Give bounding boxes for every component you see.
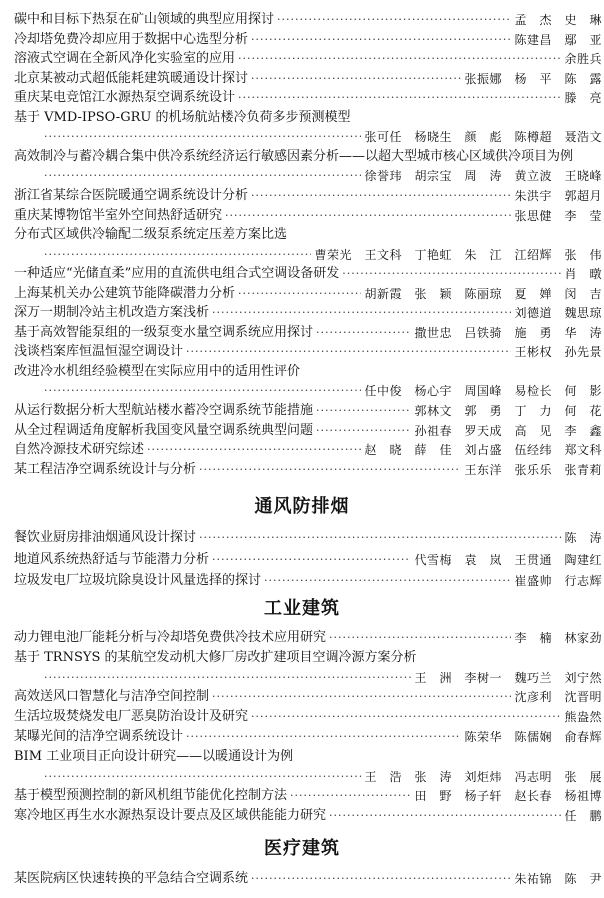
toc-entry-authors-line[interactable]: [14, 166, 604, 186]
entry-authors: 任中俊 杨心宇 周国峰 易检长 何 影: [364, 384, 602, 399]
toc-entry-authors-line[interactable]: [14, 381, 604, 401]
toc-entry[interactable]: [14, 707, 604, 727]
dot-leader: [147, 440, 361, 460]
toc-entry[interactable]: [14, 186, 604, 206]
dot-leader: [199, 460, 461, 480]
toc-entry[interactable]: [14, 362, 604, 382]
toc-entry[interactable]: [14, 528, 604, 548]
dot-leader: [329, 628, 511, 648]
entry-title: 餐饮业厨房排油烟通风设计探讨: [14, 530, 197, 545]
entry-authors: 任 鹏: [564, 809, 602, 824]
toc-entry[interactable]: [14, 786, 604, 806]
entry-title: 某医院病区快速转换的平急结合空调系统: [14, 871, 249, 886]
dot-leader: [251, 707, 561, 727]
entry-authors: 张振娜 杨 平 陈 露: [464, 71, 602, 86]
entry-title: 分布式区域供冷输配二级泵系统定压差方案比选: [14, 227, 288, 243]
entry-authors: 陈建昌 鄢 亚: [514, 32, 602, 47]
entry-title: 生活垃圾焚烧发电厂恶臭防治设计及研究: [14, 709, 249, 725]
entry-authors: 余胜兵: [564, 52, 602, 67]
entry-authors: 徐誉玮 胡宗宝 周 涛 黄立波 王晓峰: [364, 169, 602, 184]
dot-leader: [225, 206, 511, 226]
entry-title: 溶液式空调在全新风净化实验室的应用: [14, 51, 236, 67]
entry-authors: 熊盎然: [564, 710, 602, 725]
toc-entry[interactable]: [14, 687, 604, 707]
toc-entry[interactable]: [14, 30, 604, 50]
toc-entry-authors-line[interactable]: [14, 668, 604, 688]
entry-authors: 王 洲 李树一 魏巧兰 刘宁然: [414, 670, 602, 685]
entry-title: 浅谈档案库恒温恒湿空调设计: [14, 344, 184, 360]
entry-authors: 朱祐锦 陈 尹: [514, 872, 602, 886]
entry-title: 北京某被动式超低能耗建筑暖通设计探讨: [14, 70, 249, 86]
entry-authors: 沈彦利 沈晋明: [514, 690, 602, 705]
entry-title: 自然冷源技术研究综述: [14, 442, 145, 458]
dot-leader: [44, 381, 361, 401]
entry-authors: 郭林文 郭 勇 丁 力 何 花: [414, 404, 602, 418]
entry-authors: 肖 暾: [564, 267, 602, 282]
entry-title: 浙江省某综合医院暖通空调系统设计分析: [14, 187, 249, 203]
toc-entry[interactable]: [14, 108, 604, 128]
toc-entry-authors-line[interactable]: [14, 767, 604, 787]
dot-leader: [186, 727, 461, 747]
toc-entry[interactable]: [14, 571, 604, 591]
toc-entry[interactable]: [14, 401, 604, 421]
dot-leader: [277, 10, 511, 30]
entry-title: 从全过程调适角度解析我国变风量空调系统典型问题: [14, 422, 314, 438]
entry-title: 基于 VMD-IPSO-GRU 的机场航站楼冷负荷多步预测模型: [14, 109, 351, 125]
entry-title: 从运行数据分析大型航站楼水蓄冷空调系统节能措施: [14, 403, 314, 418]
entry-title: 某工程洁净空调系统设计与分析: [14, 461, 197, 477]
entry-title: 垃圾发电厂垃圾坑除臭设计风量选择的探讨: [14, 573, 262, 588]
toc-entry[interactable]: [14, 69, 604, 89]
entry-authors: 刘德道 魏思琼: [514, 306, 602, 321]
toc-entry[interactable]: [14, 88, 604, 108]
dot-leader: [342, 264, 561, 284]
entry-title: 某曝光间的洁净空调系统设计: [14, 729, 184, 744]
dot-leader: [251, 869, 511, 889]
dot-leader: [44, 245, 311, 265]
entry-title: 重庆某电竞馆江水源热泵空调系统设计: [14, 90, 236, 106]
entry-authors: 胡新霞 张 颖 陈丽琼 夏 婵 闵 吉: [364, 286, 602, 301]
entry-authors: 王彬权 孙先景: [514, 345, 602, 360]
entry-authors: 崔盛帅 行志辉: [514, 574, 602, 588]
entry-title: 深万一期制冷站主机改造方案浅析: [14, 305, 210, 321]
toc-entry[interactable]: [14, 421, 604, 441]
toc-entry[interactable]: [14, 206, 604, 226]
entry-authors: 张可任 杨晓生 颜 彪 陈樽超 聂浩文: [364, 130, 602, 145]
dot-leader: [238, 284, 361, 304]
dot-leader: [44, 127, 361, 147]
dot-leader: [251, 69, 461, 89]
entry-title: 高效制冷与蓄冷耦合集中供冷系统经济运行敏感因素分析——以超大型城市核心区域供冷项目为例: [14, 148, 574, 164]
toc-entry[interactable]: [14, 727, 604, 747]
entry-title: 动力锂电池厂能耗分析与冷却塔免费供冷技术应用研究: [14, 630, 327, 645]
dot-leader: [238, 88, 561, 108]
toc-entry[interactable]: [14, 264, 604, 284]
entry-authors: 张思健 李 莹: [514, 208, 602, 223]
entry-title: 碳中和目标下热泵在矿山领域的典型应用探讨: [14, 12, 275, 27]
toc-entry[interactable]: [14, 440, 604, 460]
toc-entry[interactable]: [14, 303, 604, 323]
entry-title: 重庆某博物馆半室外空间热舒适研究: [14, 207, 223, 223]
entry-authors: 曹荣光 王文科 丁艳虹 朱 江 江绍辉 张 伟: [314, 247, 602, 262]
entry-authors: 孟 杰 史 琳: [514, 13, 602, 27]
entry-authors: 李 楠 林家劲: [514, 631, 602, 645]
toc-entry-authors-line[interactable]: [14, 127, 604, 147]
toc-entry[interactable]: [14, 460, 604, 480]
entry-authors: 陈 涛: [564, 531, 602, 545]
entry-title: 冷却塔免费冷却应用于数据中心选型分析: [14, 31, 249, 47]
dot-leader: [316, 421, 411, 441]
dot-leader: [329, 806, 561, 826]
entry-authors: 撒世忠 吕铁骑 施 勇 华 涛: [414, 325, 602, 340]
dot-leader: [186, 342, 511, 362]
toc-entry[interactable]: [14, 225, 604, 245]
toc-entry[interactable]: [14, 147, 604, 167]
toc-entry[interactable]: [14, 648, 604, 668]
dot-leader: [238, 49, 561, 69]
entry-authors: 代雪梅 袁 岚 王贯通 陶建红: [414, 552, 602, 567]
dot-leader: [290, 786, 411, 806]
toc-entry[interactable]: [14, 342, 604, 362]
toc-entry[interactable]: [14, 49, 604, 69]
section-heading-medical: 医疗建筑: [264, 838, 340, 859]
toc-entry[interactable]: [14, 747, 604, 767]
dot-leader: [44, 668, 411, 688]
entry-title: 上海某机关办公建筑节能降碳潜力分析: [14, 285, 236, 301]
entry-title: 基于高效智能泵组的一级泵变水量空调系统应用探讨: [14, 324, 314, 340]
section-heading-industrial: 工业建筑: [264, 598, 340, 619]
toc-entry[interactable]: [14, 628, 604, 648]
toc-entry[interactable]: [14, 10, 604, 30]
entry-authors: 王东洋 张乐乐 张青莉: [464, 462, 602, 477]
dot-leader: [199, 528, 561, 548]
dot-leader: [316, 323, 411, 343]
entry-authors: 孙祖春 罗天成 高 见 李 鑫: [414, 423, 602, 438]
section-heading-ventilation: 通风防排烟: [254, 496, 350, 517]
toc-entry[interactable]: [14, 806, 604, 826]
dot-leader: [212, 303, 511, 323]
toc-entry-authors-line[interactable]: [14, 245, 604, 265]
entry-authors: 陈荣华 陈儒娴 俞春辉: [464, 730, 602, 744]
toc-entry[interactable]: [14, 869, 604, 889]
entry-title: BIM 工业项目正向设计研究——以暖通设计为例: [14, 748, 294, 764]
toc-entry[interactable]: [14, 284, 604, 304]
entry-title: 一种适应“光储直柔”应用的直流供电组合式空调设备研发: [14, 266, 340, 282]
dot-leader: [212, 687, 511, 707]
entry-title: 改进冷水机组经验模型在实际应用中的适用性评价: [14, 363, 301, 379]
toc-entry[interactable]: [14, 323, 604, 343]
entry-authors: 王 浩 张 涛 刘炬炜 冯志明 张 展: [364, 769, 602, 784]
dot-leader: [212, 550, 411, 570]
entry-title: 寒冷地区再生水水源热泵设计要点及区域供能能力研究: [14, 808, 327, 824]
dot-leader: [44, 767, 361, 787]
entry-title: 基于 TRNSYS 的某航空发动机大修厂房改扩建项目空调冷源方案分析: [14, 649, 417, 665]
dot-leader: [251, 186, 511, 206]
entry-authors: 朱洪宇 郭超月: [514, 188, 602, 203]
dot-leader: [251, 30, 511, 50]
dot-leader: [316, 401, 411, 421]
entry-authors: 滕 亮: [564, 91, 602, 106]
entry-authors: 田 野 杨子轩 赵长春 杨祖博: [414, 789, 602, 804]
dot-leader: [264, 571, 511, 591]
dot-leader: [44, 166, 361, 186]
entry-title: 地道风系统热舒适与节能潜力分析: [14, 551, 210, 567]
entry-title: 高效送风口智慧化与洁净空间控制: [14, 689, 210, 705]
toc-entry[interactable]: [14, 550, 604, 570]
entry-title: 基于模型预测控制的新风机组节能优化控制方法: [14, 788, 288, 804]
entry-authors: 赵 晓 薛 佳 刘占盛 伍经纬 郑文科: [364, 443, 602, 458]
